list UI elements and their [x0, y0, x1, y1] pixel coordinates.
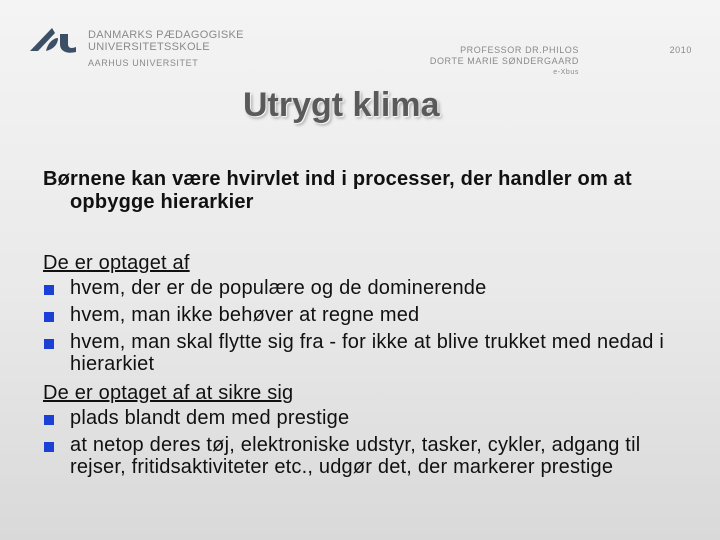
author-block — [430, 45, 579, 78]
section-heading: De er optaget af — [43, 252, 190, 274]
list-item-text: hvem, man skal flytte sig fra - for ikke at blive trukket med nedad i hierarkiet — [70, 331, 665, 375]
institution-name — [88, 29, 244, 69]
slide-body — [43, 250, 693, 483]
author-title: PROFESSOR DR.PHILOS — [460, 45, 579, 55]
list-item — [43, 434, 693, 478]
list-item — [43, 277, 693, 299]
institution-line-2: UNIVERSITETSSKOLE — [88, 41, 210, 53]
square-bullet-icon — [44, 415, 54, 425]
square-bullet-icon — [44, 442, 54, 452]
author-extra: e-Xbus — [553, 69, 579, 76]
list-item-text: hvem, man ikke behøver at regne med — [70, 304, 420, 326]
list-item-text: plads blandt dem med prestige — [70, 407, 350, 429]
year-label: 2010 — [669, 45, 692, 55]
list-item — [43, 304, 693, 326]
aarhus-university-seal-icon — [28, 24, 78, 54]
author-name: DORTE MARIE SØNDERGAARD — [429, 56, 579, 66]
square-bullet-icon — [44, 285, 54, 295]
list-item — [43, 407, 693, 429]
square-bullet-icon — [44, 339, 54, 349]
university-name: AARHUS UNIVERSITET — [88, 58, 199, 68]
institution-line-1: DANMARKS PÆDAGOGISKE — [88, 29, 244, 41]
square-bullet-icon — [44, 312, 54, 322]
list-item-text: hvem, der er de populære og de dominerende — [70, 277, 487, 299]
slide-title: Utrygt klima — [243, 86, 440, 124]
section-heading: De er optaget af at sikre sig — [43, 382, 294, 404]
list-item — [43, 331, 693, 375]
list-item-text: at netop deres tøj, elektroniske udstyr, tasker, cykler, adgang til rejser, fritidsaktiviteter etc., udgør det, der markerer prestige — [70, 434, 641, 478]
intro-text: Børnene kan være hvirvlet ind i processer, der handler om at opbygge hierarkier — [43, 168, 632, 213]
